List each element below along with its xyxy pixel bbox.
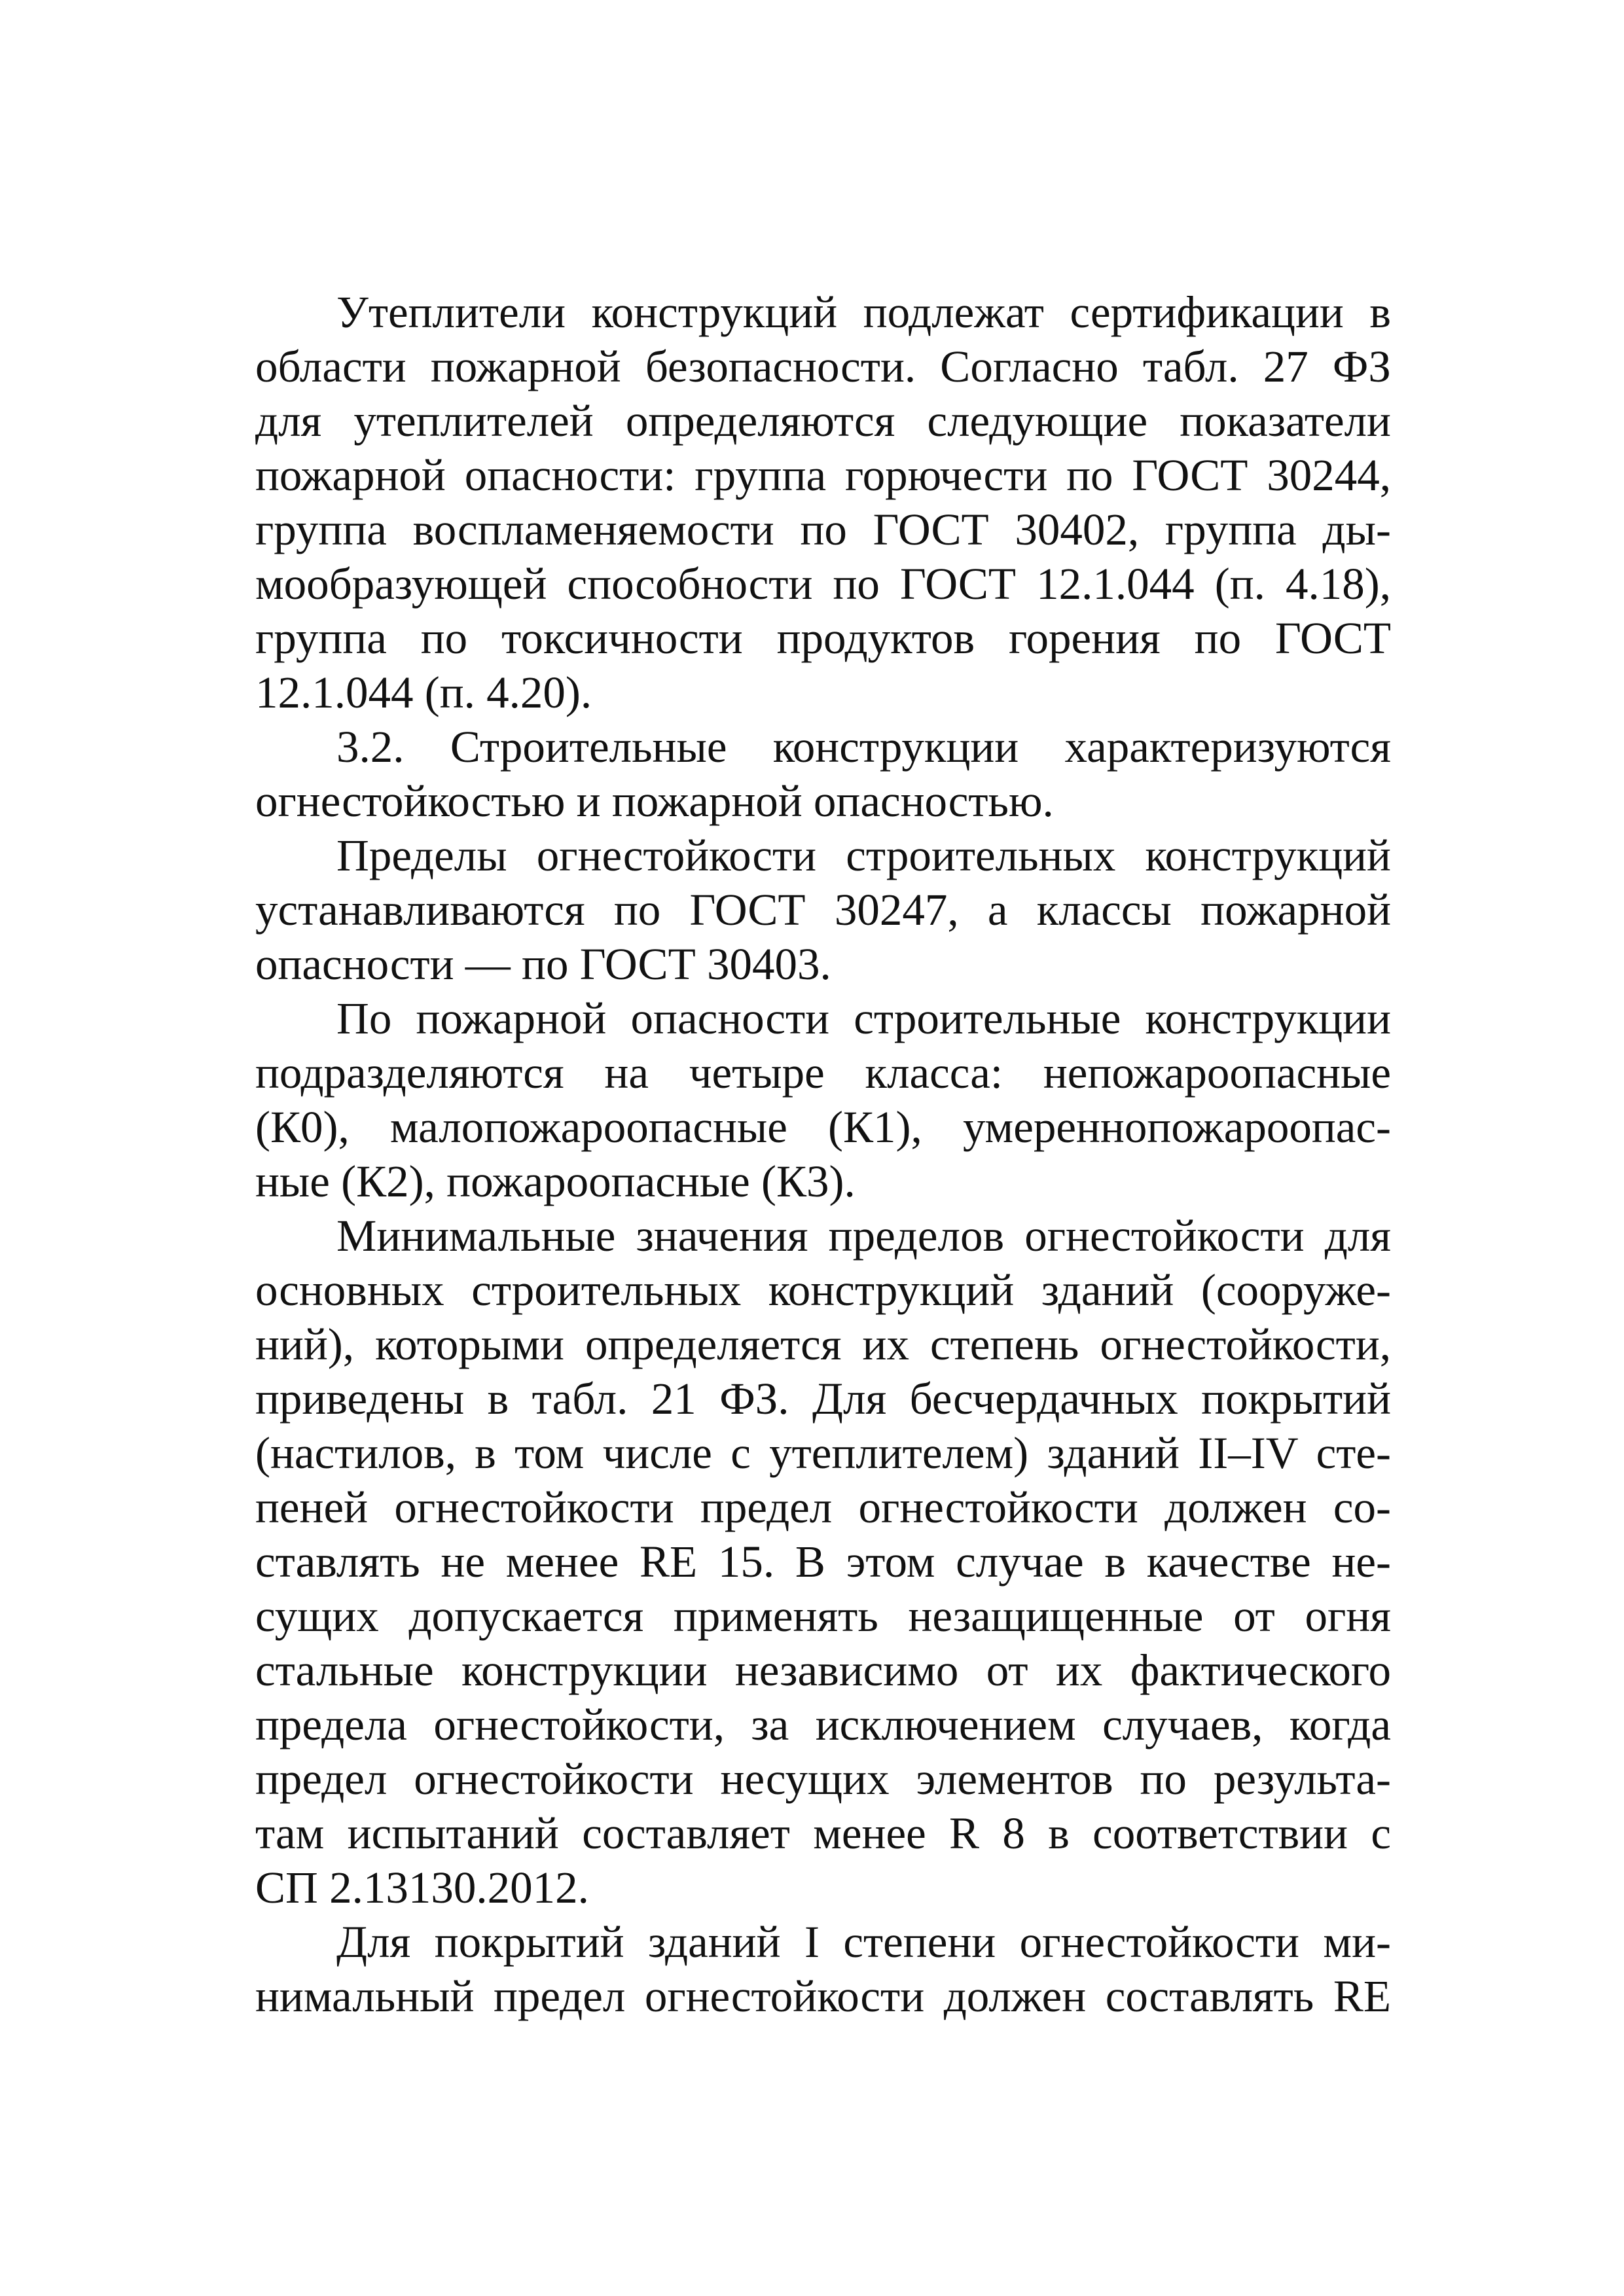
paragraph-1-line-3: для утеплителей определяются следующие показатели [255,396,1391,446]
paragraph-5-line-9: стальные конструкции независимо от их фактического [255,1645,1391,1695]
paragraph-6-line-1: Для покрытий зданий I степени огнестойкости ми- [336,1917,1391,1967]
paragraph-3-line-2: устанавливаются по ГОСТ 30247, а классы пожарной [255,885,1391,935]
paragraph-5-line-5: (настилов, в том числе с утеплителем) зданий II–IV сте- [255,1428,1391,1478]
paragraph-6-line-2: нимальный предел огнестойкости должен составлять RE [255,1971,1391,2021]
paragraph-4-line-4: ные (К2), пожароопасные (К3). [255,1157,856,1206]
body-text [255,285,1391,2024]
paragraph-1-line-1: Утеплители конструкций подлежат сертификации в [336,287,1391,337]
paragraph-1-line-6: мообразующей способности по ГОСТ 12.1.044 (п. 4.18), [255,559,1391,609]
paragraph-1-line-2: области пожарной безопасности. Согласно табл. 27 ФЗ [255,342,1391,391]
paragraph-1-line-7: группа по токсичности продуктов горения по ГОСТ [255,613,1391,663]
paragraph-5-line-12: там испытаний составляет менее R 8 в соответствии с [255,1808,1391,1858]
paragraph-5-line-6: пеней огнестойкости предел огнестойкости должен со- [255,1482,1391,1532]
paragraph-1-line-4: пожарной опасности: группа горючести по ГОСТ 30244, [255,450,1391,500]
paragraph-4-line-2: подразделяются на четыре класса: непожароопасные [255,1048,1391,1098]
paragraph-2-line-1: 3.2. Строительные конструкции характеризуются [336,722,1391,772]
paragraph-2-line-2: огнестойкостью и пожарной опасностью. [255,776,1054,826]
paragraph-5-line-11: предел огнестойкости несущих элементов по результа- [255,1754,1391,1804]
paragraph-3-line-3: опасности — по ГОСТ 30403. [255,939,831,989]
paragraph-5-line-4: приведены в табл. 21 ФЗ. Для бесчердачных покрытий [255,1374,1391,1424]
paragraph-1-line-5: группа воспламеняемости по ГОСТ 30402, группа ды- [255,505,1391,554]
paragraph-5-line-2: основных строительных конструкций зданий (сооруже- [255,1265,1391,1315]
paragraph-4-line-3: (К0), малопожароопасные (К1), умереннопожароопас- [255,1102,1391,1152]
paragraph-5-line-7: ставлять не менее RE 15. В этом случае в качестве не- [255,1537,1391,1587]
paragraph-5-line-3: ний), которыми определяется их степень огнестойкости, [255,1319,1391,1369]
paragraph-5-line-8: сущих допускается применять незащищенные от огня [255,1591,1391,1641]
paragraph-5-line-13: СП 2.13130.2012. [255,1863,589,1912]
paragraph-4-line-1: По пожарной опасности строительные конструкции [336,994,1391,1043]
paragraph-5-line-10: предела огнестойкости, за исключением случаев, когда [255,1700,1391,1749]
paragraph-3-line-1: Пределы огнестойкости строительных конструкций [336,831,1391,880]
paragraph-5-line-1: Минимальные значения пределов огнестойкости для [336,1211,1391,1261]
paragraph-1-line-8: 12.1.044 (п. 4.20). [255,668,592,717]
